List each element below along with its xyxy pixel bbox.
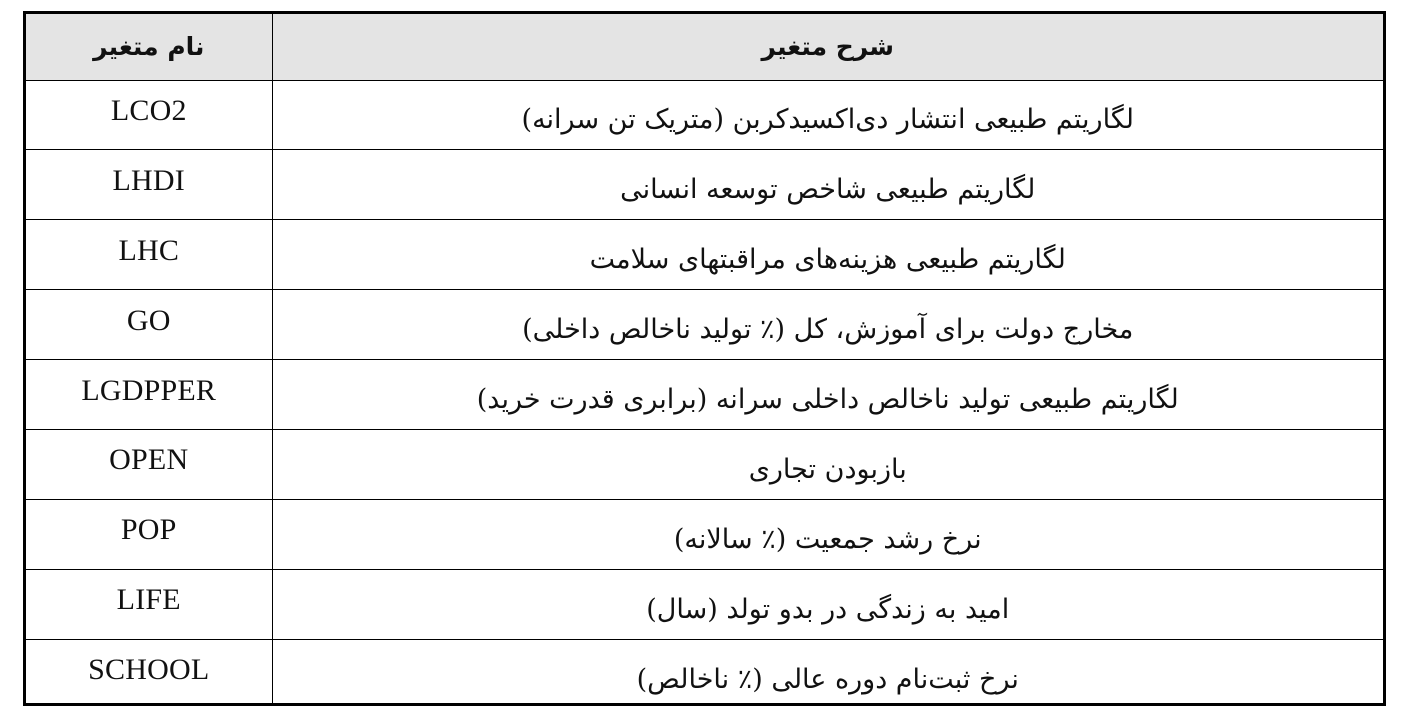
table-row (26, 499, 1383, 569)
table-row (26, 429, 1383, 499)
table-row (26, 150, 1383, 220)
variable-name-cell: LHC (26, 220, 272, 290)
variable-description-cell: لگاریتم طبیعی هزینه‌های مراقبتهای سلامت (272, 220, 1383, 290)
variable-description-cell: لگاریتم طبیعی تولید ناخالص داخلی سرانه (برابری قدرت خرید) (272, 360, 1383, 430)
header-variable-name: نام متغیر (26, 14, 272, 80)
variable-description-cell: نرخ ثبت‌نام دوره عالی (٪ ناخالص) (272, 639, 1383, 706)
variable-name-cell: LGDPPER (26, 360, 272, 430)
variable-name-cell: SCHOOL (26, 639, 272, 706)
variable-name-cell: LHDI (26, 150, 272, 220)
variable-name-cell: GO (26, 290, 272, 360)
table-row (26, 290, 1383, 360)
table-row (26, 220, 1383, 290)
variable-description-cell: مخارج دولت برای آموزش، کل (٪ تولید ناخالص داخلی) (272, 290, 1383, 360)
table-row (26, 569, 1383, 639)
variable-name-cell: POP (26, 499, 272, 569)
table-row (26, 80, 1383, 150)
table-row (26, 360, 1383, 430)
variables-table-frame (23, 11, 1386, 706)
header-variable-description: شرح متغیر (272, 14, 1383, 80)
table-row (26, 639, 1383, 706)
variable-description-cell: نرخ رشد جمعیت (٪ سالانه) (272, 499, 1383, 569)
variable-name-cell: LIFE (26, 569, 272, 639)
variable-description-cell: لگاریتم طبیعی انتشار دی‌اکسیدکربن (متریک تن سرانه) (272, 80, 1383, 150)
variable-description-cell: لگاریتم طبیعی شاخص توسعه انسانی (272, 150, 1383, 220)
variables-table (26, 14, 1383, 706)
variable-name-cell: LCO2 (26, 80, 272, 150)
header-row (26, 14, 1383, 80)
variable-description-cell: امید به زندگی در بدو تولد (سال) (272, 569, 1383, 639)
variable-name-cell: OPEN (26, 429, 272, 499)
variable-description-cell: بازبودن تجاری (272, 429, 1383, 499)
